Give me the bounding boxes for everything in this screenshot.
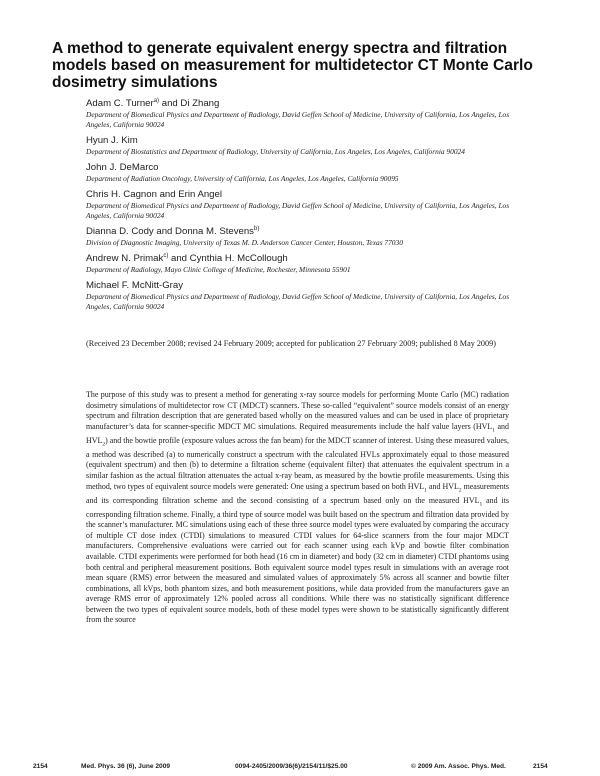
author-block — [86, 253, 526, 275]
footnote-marker: b) — [253, 226, 260, 232]
footer-journal: Med. Phys. 36 (6), June 2009 — [81, 763, 171, 770]
author-affiliation: Division of Diagnostic Imaging, University of Texas M. D. Anderson Cancer Center, Houston, Texas 77030 — [86, 238, 403, 247]
author-affiliation: Department of Radiology, Mayo Clinic College of Medicine, Rochester, Minnesota 55901 — [86, 265, 351, 274]
author-block — [86, 135, 526, 157]
article-title: A method to generate equivalent energy spectra and filtration models based on measurement for multidetector CT Monte Carlo dosimetry simulations — [52, 40, 533, 91]
author-block — [86, 98, 526, 130]
author-block — [86, 280, 526, 312]
footer-article-code: 0094-2405/2009/36(6)/2154/11/$25.00 — [235, 763, 348, 770]
author-affiliation: Department of Radiation Oncology, University of California, Los Angeles, Los Angeles, California 90095 — [86, 174, 399, 183]
author-block — [86, 226, 526, 248]
author-affiliation: Department of Biomedical Physics and Department of Radiology, David Geffen School of Medicine, University of California, Los Angeles, Los Angeles, California 90024 — [86, 292, 510, 311]
author-names: Michael F. McNitt-Gray — [86, 280, 184, 291]
author-block — [86, 189, 526, 221]
received-dates: (Received 23 December 2008; revised 24 February 2009; accepted for publication 27 February 2009; published 8 May 2009) — [86, 339, 496, 348]
footnote-marker: a) — [153, 98, 160, 104]
author-names: Andrew N. Primak$^{c)}$ and Cynthia H. McCollough — [86, 253, 288, 264]
author-affiliation: Department of Biomedical Physics and Department of Radiology, David Geffen School of Medicine, University of California, Los Angeles, Los Angeles, California 90024 — [86, 201, 510, 220]
author-affiliation: Department of Biostatistics and Department of Radiology, University of California, Los Angeles, Los Angeles, California 90024 — [86, 147, 465, 156]
footer-copyright: © 2009 Am. Assoc. Phys. Med. — [411, 763, 506, 770]
author-list — [86, 98, 526, 317]
footer-page-number-right: 2154 — [533, 763, 548, 770]
page-footer — [0, 763, 600, 773]
author-names: Hyun J. Kim — [86, 135, 138, 146]
author-affiliation: Department of Biomedical Physics and Department of Radiology, David Geffen School of Medicine, University of California, Los Angeles, Los Angeles, California 90024 — [86, 110, 510, 129]
author-names: Adam C. Turner$^{a)}$ and Di Zhang — [86, 98, 220, 109]
author-names: John J. DeMarco — [86, 162, 159, 173]
author-names: Dianna D. Cody and Donna M. Stevens$^{b)}$ — [86, 226, 260, 237]
footnote-marker: c) — [163, 253, 169, 259]
footer-page-number-left: 2154 — [33, 763, 48, 770]
author-block — [86, 162, 526, 184]
author-names: Chris H. Cagnon and Erin Angel — [86, 189, 222, 200]
abstract-text: The purpose of this study was to present a method for generating x-ray source models for performing Monte Carlo (MC) radiation dosimetry simulations of multidetector row CT (MDCT) scanners. These so-called “equivalent” source models consist of an energy spectrum and filtration description that are generated based wholly on the measured values and can be used in place of proprietary manufacturer’s data for scanner-specific MDCT MC simulations. Required measurements include the half value layers ($HVL_1$ and $HVL_2$) and the bowtie profile (exposure values across the fan beam) for the MDCT scanner of interest. Using these measured values, a method was described (a) to numerically construct a spectrum with the calculated HVLs approximately equal to those measured (equivalent spectrum) and then (b) to determine a filtration scheme (equivalent filter) that attenuates the equivalent spectrum in a similar fashion as the actual filtration attenuates the actual x-ray beam, as measured by the bowtie profile measurements. Using this method, two types of equivalent source models were generated: One using a spectrum based on both $HVL_1$ and $HVL_2$ measurements and its corresponding filtration scheme and the second consisting of a spectrum based only on the measured $HVL_1$ and its corresponding filtration scheme. Finally, a third type of source model was built based on the spectrum and filtration data provided by the scanner’s manufacturer. MC simulations using each of these three source model types were evaluated by comparing the accuracy of multiple CT dose index (CTDI) simulations to measured CTDI values for 64-slice scanners from the four major MDCT manufacturers. Comprehensive evaluations were carried out for each scanner using each kVp and bowtie filter combination available. CTDI experiments were performed for both head (16 cm in diameter) and body (32 cm in diameter) CTDI phantoms using both central and peripheral measurement positions. Both equivalent source model types result in simulations with an average root mean square (RMS) error between the measured and simulated values of approximately 5% across all scanner and bowtie filter combinations, all kVps, both phantom sizes, and both measurement positions, while data provided from the manufacturers gave an average RMS error of approximately 12% pooled across all conditions. While there was no statistically significant difference between the two types of equivalent source models, both of these model types were shown to be statistically significantly different from the source — [86, 390, 510, 625]
